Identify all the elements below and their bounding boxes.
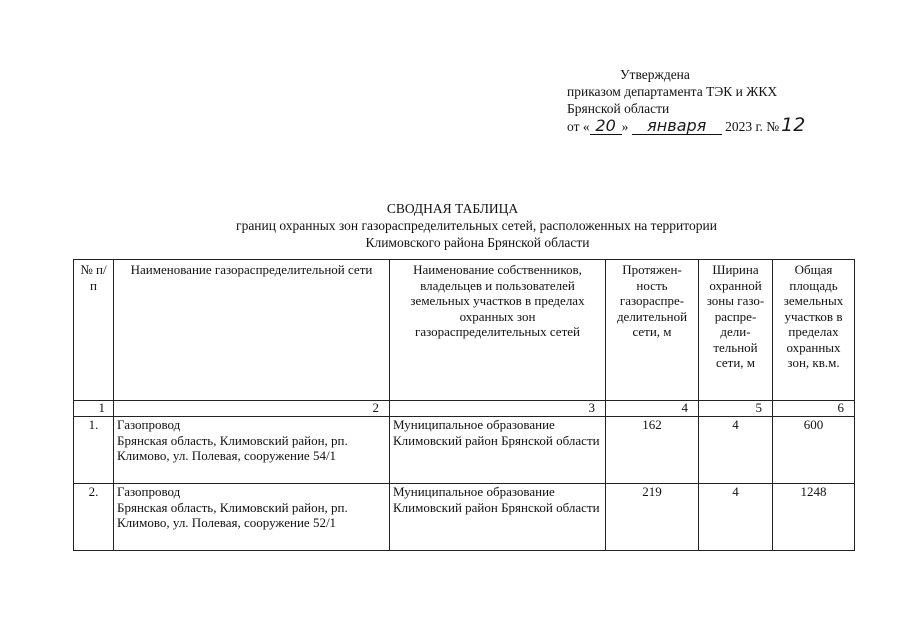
header-zone-width: Ширина охранной зоны газо-распре-дели-тельной сети, м: [699, 260, 773, 401]
length-cell: 219: [606, 484, 699, 551]
title-line-1: СВОДНАЯ ТАБЛИЦА: [386, 201, 519, 216]
network-name-cell: [114, 484, 390, 551]
column-number: 4: [606, 401, 699, 417]
date-month-field: [632, 118, 722, 135]
area-cell: 600: [773, 417, 855, 484]
column-number: 3: [390, 401, 606, 417]
area-cell: 1248: [773, 484, 855, 551]
header-owners: Наименование собственников, владельцев и пользователей земельных участков в пределах охранных зон газораспределительных сетей: [390, 260, 606, 401]
order-number-handwritten: 12: [781, 114, 806, 136]
approval-region-line: Брянской области: [567, 101, 670, 116]
approval-block: [567, 66, 805, 135]
header-network-name: Наименование газораспределительной сети: [114, 260, 390, 401]
column-number-row: [74, 401, 855, 417]
date-quote-close: »: [621, 119, 629, 134]
network-title: Газопровод: [117, 484, 181, 499]
width-cell: 4: [699, 484, 773, 551]
title-line-2: границ охранных зон газораспределительных сетей, расположенных на территории: [236, 218, 717, 233]
date-day-handwritten: 20: [595, 116, 616, 135]
header-area: Общая площадь земельных участков в пределах охранных зон, кв.м.: [773, 260, 855, 401]
row-number: 2.: [74, 484, 114, 551]
network-title: Газопровод: [117, 417, 181, 432]
column-number: 2: [114, 401, 390, 417]
header-length: Протяжен-ность газораспре-делительной сети, м: [606, 260, 699, 401]
column-number: 5: [699, 401, 773, 417]
owner-cell: Муниципальное образование Климовский район Брянской области: [390, 417, 606, 484]
date-month-handwritten: января: [647, 116, 707, 135]
title-line-3: Климовского района Брянской области: [365, 235, 590, 250]
length-cell: 162: [606, 417, 699, 484]
row-number: 1.: [74, 417, 114, 484]
network-address: Брянская область, Климовский район, рп. Климово, ул. Полевая, сооружение 54/1: [117, 432, 348, 463]
table-header-row: [74, 260, 855, 401]
approval-date-line: [567, 114, 806, 136]
date-year: 2023 г.: [725, 119, 763, 134]
network-name-cell: [114, 417, 390, 484]
number-sign: №: [766, 119, 780, 134]
summary-table: [73, 259, 855, 551]
approval-title: Утверждена: [620, 67, 690, 82]
table-row: [74, 417, 855, 484]
owner-cell: Муниципальное образование Климовский район Брянской области: [390, 484, 606, 551]
width-cell: 4: [699, 417, 773, 484]
approval-order-line: приказом департамента ТЭК и ЖКХ: [567, 84, 778, 99]
network-address: Брянская область, Климовский район, рп. Климово, ул. Полевая, сооружение 52/1: [117, 499, 348, 530]
date-prefix: от «: [567, 119, 590, 134]
column-number: 1: [74, 401, 114, 417]
header-num: № п/п: [74, 260, 114, 401]
document-title: [0, 200, 905, 251]
column-number: 6: [773, 401, 855, 417]
date-day-field: [590, 118, 622, 135]
table-row: [74, 484, 855, 551]
